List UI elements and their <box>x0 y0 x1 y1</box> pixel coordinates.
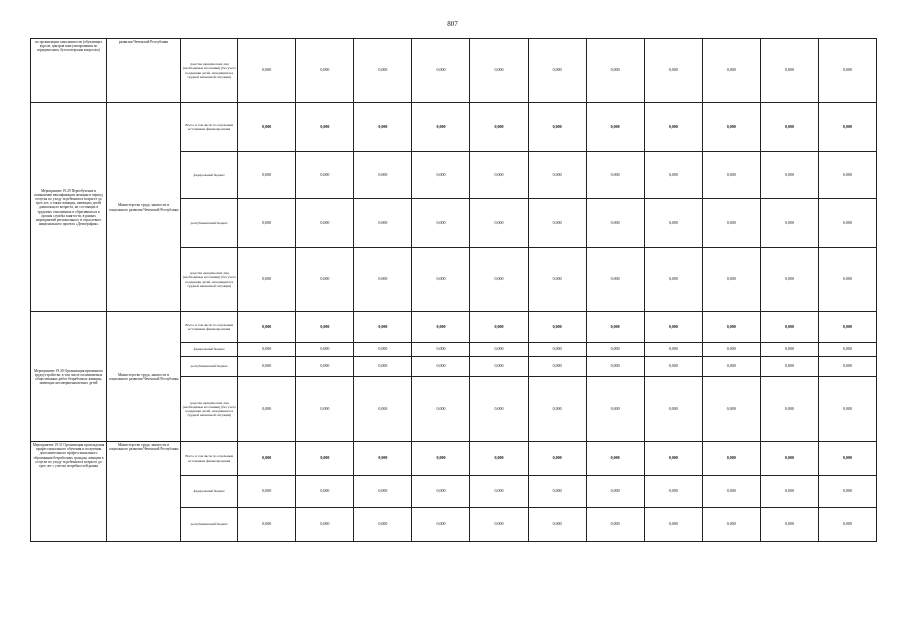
value-cell: 0,000 <box>296 39 354 103</box>
value-cell: 0,000 <box>818 103 876 152</box>
value-cell: 0,000 <box>412 476 470 508</box>
value-cell: 0,000 <box>586 248 644 312</box>
value-cell: 0,000 <box>412 248 470 312</box>
value-cell: 0,000 <box>818 377 876 442</box>
value-cell: 0,000 <box>528 343 586 357</box>
table-row <box>31 312 877 343</box>
value-cell: 0,000 <box>586 343 644 357</box>
value-cell: 0,000 <box>644 442 702 476</box>
value-cell: 0,000 <box>354 476 412 508</box>
value-cell: 0,000 <box>470 312 528 343</box>
value-cell: 0,000 <box>702 476 760 508</box>
value-cell: 0,000 <box>702 312 760 343</box>
value-cell: 0,000 <box>760 103 818 152</box>
value-cell: 0,000 <box>470 103 528 152</box>
value-cell: 0,000 <box>818 312 876 343</box>
value-cell: 0,000 <box>238 476 296 508</box>
funding-source-cell: средства юридических лиц (необходимые источники) (без учета поддержки детей, находящихся в трудной жизненной ситуации) <box>181 39 238 103</box>
funding-source-cell: федеральный бюджет <box>181 152 238 199</box>
value-cell: 0,000 <box>818 357 876 377</box>
value-cell: 0,000 <box>702 152 760 199</box>
funding-source-cell: средства юридических лиц (необходимые источники) (без учета поддержки детей, находящихся в трудной жизненной ситуации) <box>181 377 238 442</box>
budget-table <box>30 38 877 542</box>
value-cell: 0,000 <box>412 39 470 103</box>
value-cell: 0,000 <box>296 442 354 476</box>
activity-cell: по организации самозанятости (обучающих курсов, центров консультирования по юридическим, бухгалтерским вопросам) <box>31 39 107 103</box>
value-cell: 0,000 <box>586 377 644 442</box>
value-cell: 0,000 <box>528 442 586 476</box>
value-cell: 0,000 <box>818 152 876 199</box>
executor-cell: Министерство труда, занятости и социального развития Чеченской Республики <box>107 442 181 542</box>
value-cell: 0,000 <box>354 343 412 357</box>
value-cell: 0,000 <box>470 442 528 476</box>
value-cell: 0,000 <box>238 152 296 199</box>
value-cell: 0,000 <box>644 343 702 357</box>
value-cell: 0,000 <box>818 476 876 508</box>
value-cell: 0,000 <box>354 39 412 103</box>
value-cell: 0,000 <box>760 377 818 442</box>
value-cell: 0,000 <box>644 199 702 248</box>
value-cell: 0,000 <box>296 377 354 442</box>
value-cell: 0,000 <box>586 199 644 248</box>
value-cell: 0,000 <box>412 357 470 377</box>
funding-source-cell: республиканский бюджет <box>181 199 238 248</box>
value-cell: 0,000 <box>760 312 818 343</box>
value-cell: 0,000 <box>702 103 760 152</box>
value-cell: 0,000 <box>470 248 528 312</box>
table-row <box>31 103 877 152</box>
value-cell: 0,000 <box>296 476 354 508</box>
value-cell: 0,000 <box>528 508 586 542</box>
value-cell: 0,000 <box>644 103 702 152</box>
value-cell: 0,000 <box>354 312 412 343</box>
value-cell: 0,000 <box>702 248 760 312</box>
value-cell: 0,000 <box>412 508 470 542</box>
value-cell: 0,000 <box>818 248 876 312</box>
value-cell: 0,000 <box>412 377 470 442</box>
activity-cell: Мероприятие 19.29 Переобучение и повышение квалификации женщин в период отпуска по уходу за ребенком в возрасте до трех лет, а также женщин, имеющих детей дошкольного возраста, не состоящих в трудовых отношениях и обратившихся в органы службы занятости, в рамках мероприятий регионального и отраслевого национального проекта «Демография» <box>31 103 107 312</box>
value-cell: 0,000 <box>470 508 528 542</box>
value-cell: 0,000 <box>470 377 528 442</box>
value-cell: 0,000 <box>702 343 760 357</box>
value-cell: 0,000 <box>760 39 818 103</box>
executor-cell: Министерство труда, занятости и социального развития Чеченской Республики <box>107 312 181 442</box>
value-cell: 0,000 <box>528 377 586 442</box>
value-cell: 0,000 <box>760 248 818 312</box>
value-cell: 0,000 <box>760 508 818 542</box>
value-cell: 0,000 <box>296 103 354 152</box>
activity-cell: Мероприятие 19.30 Организация временного трудоустройства, в том числе оплачиваемых общественных работ безработных женщин, имеющих несовершеннолетних детей <box>31 312 107 442</box>
executor-cell: Министерство труда, занятости и социального развития Чеченской Республики <box>107 103 181 312</box>
value-cell: 0,000 <box>470 357 528 377</box>
value-cell: 0,000 <box>586 39 644 103</box>
value-cell: 0,000 <box>528 476 586 508</box>
value-cell: 0,000 <box>586 152 644 199</box>
value-cell: 0,000 <box>296 357 354 377</box>
funding-source-cell: федеральный бюджет <box>181 343 238 357</box>
value-cell: 0,000 <box>412 152 470 199</box>
value-cell: 0,000 <box>702 357 760 377</box>
value-cell: 0,000 <box>760 357 818 377</box>
value-cell: 0,000 <box>760 152 818 199</box>
value-cell: 0,000 <box>238 248 296 312</box>
value-cell: 0,000 <box>470 199 528 248</box>
value-cell: 0,000 <box>296 312 354 343</box>
value-cell: 0,000 <box>818 508 876 542</box>
value-cell: 0,000 <box>702 508 760 542</box>
value-cell: 0,000 <box>644 248 702 312</box>
value-cell: 0,000 <box>296 152 354 199</box>
value-cell: 0,000 <box>528 39 586 103</box>
value-cell: 0,000 <box>702 39 760 103</box>
value-cell: 0,000 <box>238 199 296 248</box>
value-cell: 0,000 <box>354 357 412 377</box>
value-cell: 0,000 <box>412 312 470 343</box>
value-cell: 0,000 <box>412 103 470 152</box>
value-cell: 0,000 <box>644 508 702 542</box>
value-cell: 0,000 <box>644 476 702 508</box>
value-cell: 0,000 <box>818 199 876 248</box>
funding-source-cell: республиканский бюджет <box>181 357 238 377</box>
value-cell: 0,000 <box>238 312 296 343</box>
value-cell: 0,000 <box>470 476 528 508</box>
value-cell: 0,000 <box>412 343 470 357</box>
value-cell: 0,000 <box>354 199 412 248</box>
value-cell: 0,000 <box>238 103 296 152</box>
value-cell: 0,000 <box>238 442 296 476</box>
value-cell: 0,000 <box>644 152 702 199</box>
value-cell: 0,000 <box>760 343 818 357</box>
value-cell: 0,000 <box>238 357 296 377</box>
value-cell: 0,000 <box>296 343 354 357</box>
value-cell: 0,000 <box>470 343 528 357</box>
funding-source-cell: Всего, в том числе по отдельным источникам финансирования <box>181 312 238 343</box>
funding-source-cell: республиканский бюджет <box>181 508 238 542</box>
funding-source-cell: Всего, в том числе по отдельным источникам финансирования <box>181 442 238 476</box>
value-cell: 0,000 <box>238 508 296 542</box>
funding-source-cell: средства юридических лиц (необходимые источники) (без учета поддержки детей, находящихся в трудной жизненной ситуации) <box>181 248 238 312</box>
value-cell: 0,000 <box>528 199 586 248</box>
value-cell: 0,000 <box>528 103 586 152</box>
value-cell: 0,000 <box>354 377 412 442</box>
value-cell: 0,000 <box>470 152 528 199</box>
page-number: 807 <box>447 20 458 28</box>
value-cell: 0,000 <box>818 343 876 357</box>
value-cell: 0,000 <box>528 357 586 377</box>
value-cell: 0,000 <box>760 476 818 508</box>
value-cell: 0,000 <box>354 248 412 312</box>
value-cell: 0,000 <box>702 377 760 442</box>
activity-cell: Мероприятие 19.31 Организация прохождения профессионального обучения и получения дополнительного профессионального образования безработных граждан, женщин в отпуске по уходу за ребенком в возрасте до трех лет с учетом потребностей рынка <box>31 442 107 542</box>
value-cell: 0,000 <box>354 508 412 542</box>
value-cell: 0,000 <box>296 248 354 312</box>
value-cell: 0,000 <box>586 476 644 508</box>
table-row <box>31 442 877 476</box>
executor-cell: развития Чеченской Республики <box>107 39 181 103</box>
value-cell: 0,000 <box>586 103 644 152</box>
value-cell: 0,000 <box>412 199 470 248</box>
value-cell: 0,000 <box>354 152 412 199</box>
funding-source-cell: федеральный бюджет <box>181 476 238 508</box>
value-cell: 0,000 <box>296 199 354 248</box>
value-cell: 0,000 <box>586 312 644 343</box>
value-cell: 0,000 <box>412 442 470 476</box>
value-cell: 0,000 <box>644 377 702 442</box>
funding-source-cell: Всего, в том числе по отдельным источникам финансирования <box>181 103 238 152</box>
value-cell: 0,000 <box>760 199 818 248</box>
value-cell: 0,000 <box>760 442 818 476</box>
value-cell: 0,000 <box>644 39 702 103</box>
value-cell: 0,000 <box>470 39 528 103</box>
value-cell: 0,000 <box>528 312 586 343</box>
value-cell: 0,000 <box>818 39 876 103</box>
value-cell: 0,000 <box>586 357 644 377</box>
value-cell: 0,000 <box>296 508 354 542</box>
value-cell: 0,000 <box>586 508 644 542</box>
value-cell: 0,000 <box>528 152 586 199</box>
value-cell: 0,000 <box>818 442 876 476</box>
value-cell: 0,000 <box>586 442 644 476</box>
value-cell: 0,000 <box>528 248 586 312</box>
value-cell: 0,000 <box>238 39 296 103</box>
value-cell: 0,000 <box>702 442 760 476</box>
value-cell: 0,000 <box>238 377 296 442</box>
table-row <box>31 39 877 103</box>
value-cell: 0,000 <box>702 199 760 248</box>
value-cell: 0,000 <box>238 343 296 357</box>
value-cell: 0,000 <box>354 442 412 476</box>
value-cell: 0,000 <box>644 312 702 343</box>
value-cell: 0,000 <box>644 357 702 377</box>
value-cell: 0,000 <box>354 103 412 152</box>
